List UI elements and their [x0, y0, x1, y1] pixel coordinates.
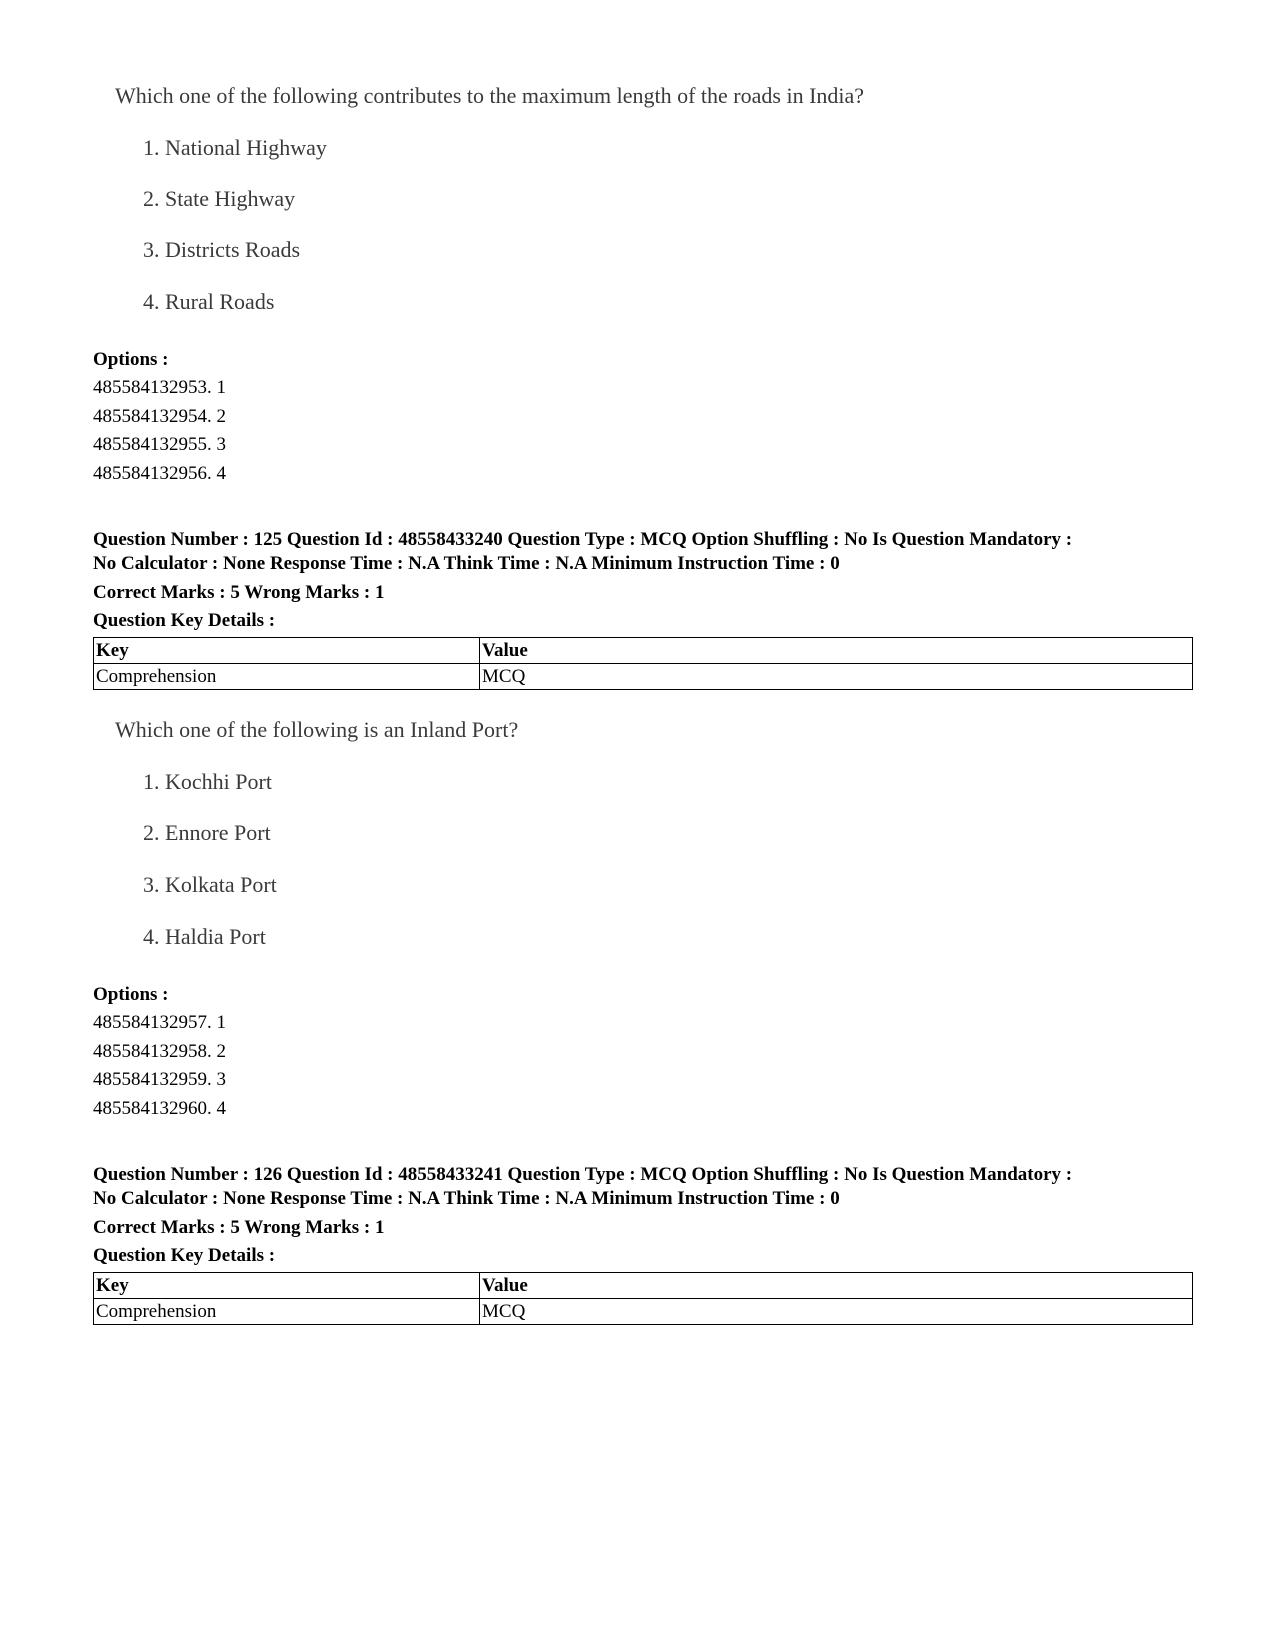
options-block: [93, 981, 226, 1123]
header-value: Value: [480, 1273, 1193, 1299]
question-meta-125: [93, 528, 1203, 576]
choice-3: 3. Kolkata Port: [143, 872, 277, 897]
key-details-table-126: [93, 1272, 1193, 1325]
table-row: [94, 664, 1193, 690]
key-details-label-126: Question Key Details :: [93, 1245, 276, 1266]
meta-line-1: Question Number : 126 Question Id : 48558433241 Question Type : MCQ Option Shuffling : No Is Question Mandatory :: [93, 1164, 1073, 1185]
header-key: Key: [94, 1273, 480, 1299]
cell-key: Comprehension: [94, 1299, 480, 1325]
option-2: 485584132954. 2: [93, 405, 226, 427]
marks-125: Correct Marks : 5 Wrong Marks : 1: [93, 582, 385, 603]
option-1: 485584132953. 1: [93, 377, 226, 398]
question-meta-126: [93, 1163, 1203, 1211]
option-1: 485584132957. 1: [93, 1012, 226, 1033]
key-details-label-125: Question Key Details :: [93, 610, 276, 631]
table-header-row: [94, 1273, 1193, 1299]
meta-line-2: No Calculator : None Response Time : N.A Think Time : N.A Minimum Instruction Time : 0: [93, 1188, 840, 1209]
options-label: Options :: [93, 984, 169, 1005]
header-key: Key: [94, 638, 480, 664]
option-3: 485584132959. 3: [93, 1069, 226, 1090]
option-4: 485584132956. 4: [93, 462, 226, 484]
cell-key: Comprehension: [94, 664, 480, 690]
choice-2: 2. Ennore Port: [143, 820, 271, 845]
option-3: 485584132955. 3: [93, 434, 226, 455]
choice-4: 4. Haldia Port: [143, 924, 266, 949]
header-value: Value: [480, 638, 1193, 664]
key-details-table-125: [93, 637, 1193, 690]
meta-line-2: No Calculator : None Response Time : N.A Think Time : N.A Minimum Instruction Time : 0: [93, 553, 840, 574]
question-text: Which one of the following contributes to the maximum length of the roads in India?: [115, 83, 865, 108]
question-image-ports: [115, 716, 519, 949]
option-4: 485584132960. 4: [93, 1097, 226, 1119]
meta-line-1: Question Number : 125 Question Id : 48558433240 Question Type : MCQ Option Shuffling : No Is Question Mandatory :: [93, 529, 1073, 550]
marks-126: Correct Marks : 5 Wrong Marks : 1: [93, 1217, 385, 1238]
choice-1: 1. Kochhi Port: [143, 769, 272, 794]
cell-value: MCQ: [480, 1299, 1193, 1325]
options-block: [93, 346, 226, 488]
question-text: Which one of the following is an Inland Port?: [115, 717, 519, 742]
choice-2: 2. State Highway: [143, 186, 296, 211]
choice-1: 1. National Highway: [143, 135, 327, 160]
table-header-row: [94, 638, 1193, 664]
options-label: Options :: [93, 349, 169, 370]
choice-4: 4. Rural Roads: [143, 289, 275, 314]
table-row: [94, 1299, 1193, 1325]
question-image-roads: [115, 82, 865, 314]
choice-3: 3. Districts Roads: [143, 237, 301, 262]
cell-value: MCQ: [480, 664, 1193, 690]
option-2: 485584132958. 2: [93, 1040, 226, 1062]
